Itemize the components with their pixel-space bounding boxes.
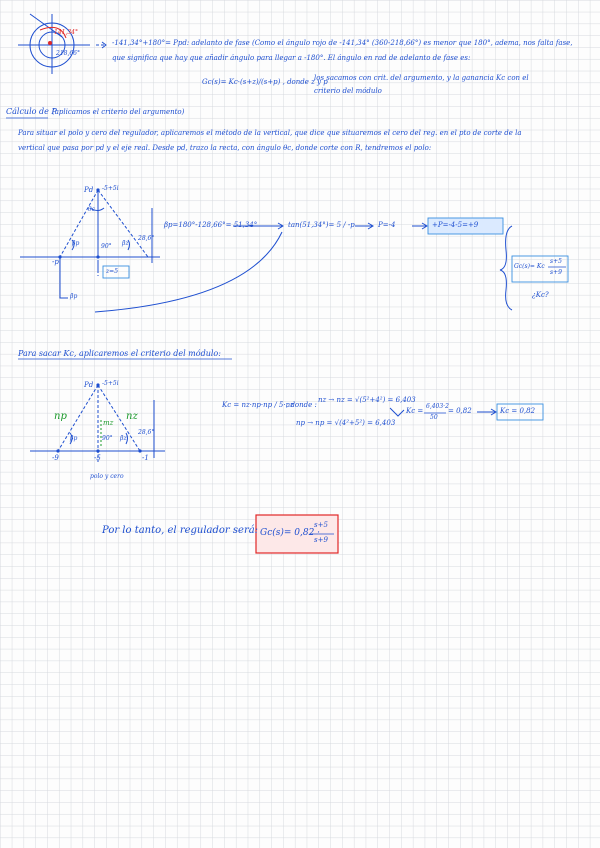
kc-box-result: Kc = 0,82 [500,407,536,415]
kc-value: = 0,82 [448,407,472,415]
graph1-beta-p: βp [72,240,80,247]
kc-question: ¿Kc? [532,291,549,299]
tan-equation: tan(51,34°)= 5 / -p [288,221,355,229]
angle-circle-diagram [18,14,106,74]
section-2-title: Para sacar Kc, aplicaremos el criterio del módulo: [18,349,221,358]
gc-denominator: s+9 [550,269,562,276]
graph1-beta-z: βz [122,240,129,247]
kc-frac-den: 50 [430,414,438,421]
graph2-angle-90: 90° [102,435,113,442]
graph1-angle-90: 90° [101,243,112,250]
graph2-np: np [54,411,67,422]
graph2-beta-z: βz [120,435,127,442]
graph1-z-box: z=5 [106,268,119,275]
conclusion-text: Por lo tanto, el regulador será: [102,525,259,536]
graph1-angle-small: 28,6° [138,235,155,242]
graph2-minus-5: -5 [94,454,101,462]
conclusion-denominator: s+9 [314,536,328,544]
graph2-polo-cero: polo y cero [90,473,124,480]
graph2-pd-coord: -5+5i [102,380,119,387]
graph2-angle-small: 28,6° [138,429,155,436]
kc-eq-label: Kc = [406,407,424,415]
conclusion-gc: Gc(s)= 0,82 · [260,528,321,538]
kc-formula: Kc = nz·np·np / 5·nz [222,401,294,409]
graph1-theta-c: θc [88,206,95,213]
circle-label-blue: 218,66° [56,50,80,57]
p-result: P=-4 [378,221,396,229]
intro-formula-note-1: los sacamos con crit. del argumento, y la ganancia Kc con el [314,74,529,82]
kc-frac-num: 6,403·2 [426,403,449,410]
graph2-minus-1: -1 [142,454,149,462]
circle-label-red: 141,34° [54,29,78,36]
graph2-beta-p: βp [70,435,78,442]
graph1-minus-p: -p [52,258,59,266]
graph2-nz: nz [126,411,138,422]
intro-formula: Gc(s)= Kc·(s+z)/(s+p) , donde z y p [202,78,328,86]
graph2-mz: mz [103,419,114,427]
gc-numerator: s+5 [550,258,562,265]
gc-label: Gc(s)= Kc [514,263,545,270]
intro-line-1: -141,34°+180°= Ppd: adelanto de fase (Como el ángulo rojo de -141,34° (360-218,66°) es menor que 180°, adema, nos falta fase, [112,39,573,47]
graph2-minus-9: -9 [52,454,59,462]
graph2-pd-label: Pd [84,381,94,389]
section-1-title: Cálculo de P [6,107,57,116]
intro-line-2: que significa que hay que añadir ángulo para llegar a -180°. El ángulo en rad de adelanto de fase es: [112,54,471,62]
graph1-pd-label: Pd [84,186,94,194]
p-box-result: +P=-4-5=+9 [432,221,479,229]
np-calculation: np → np = √(4²+5²) = 6,403 [296,419,396,427]
graph1-pd-arrow: βp [70,293,78,300]
nz-calculation: nz → nz = √(5²+4²) = 6,403 [318,396,416,404]
section-1-title-note: (aplicamos el criterio del argumento) [52,108,185,116]
section-1-para-2: vertical que pasa por pd y el eje real. Desde pd, trazo la recta, con ángulo θc, donde corte con R, tendremos el polo: [18,144,432,152]
section-1-para-1: Para situar el polo y cero del regulador, aplicaremos el método de la vertical, que dice que situaremos el cero del reg. en el pto de corte de la [18,129,522,137]
intro-formula-note-2: criterio del módulo [314,87,382,95]
kc-donde: , donde : [286,401,317,409]
graph1-pd-coord: -5+5i [102,185,119,192]
conclusion-numerator: s+5 [314,521,328,529]
beta-p-equation: βp=180°-128,66°= 51,34° [164,221,258,229]
